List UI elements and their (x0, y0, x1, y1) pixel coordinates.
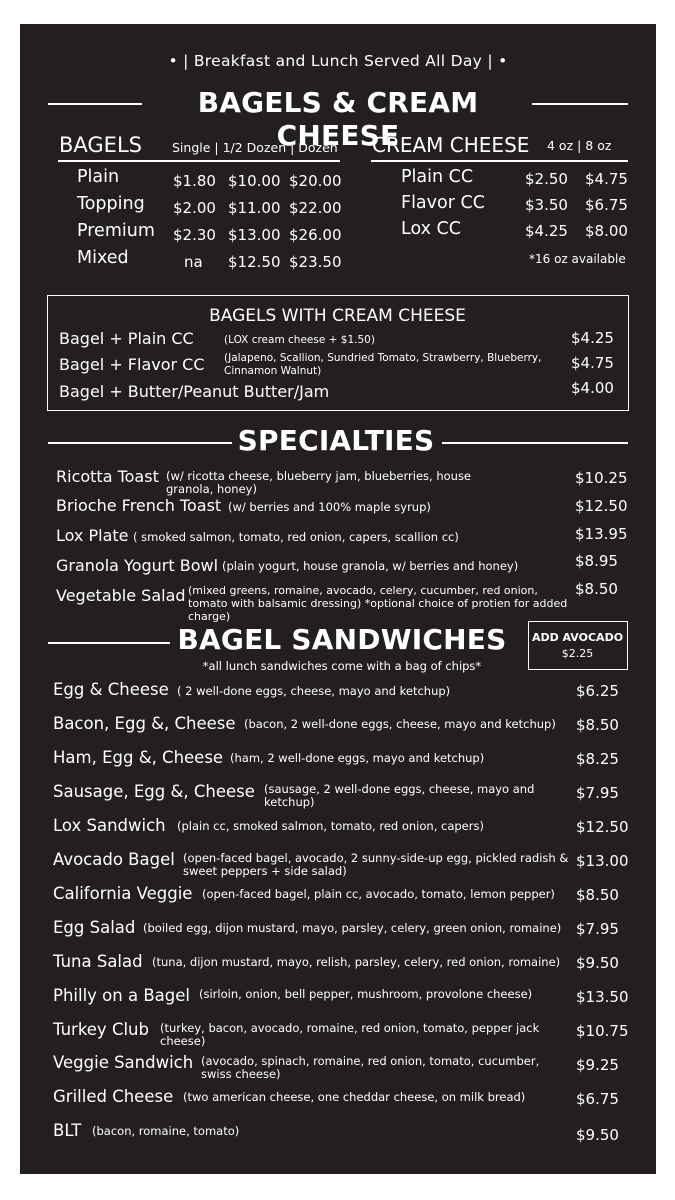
cc-name: Flavor CC (401, 193, 485, 213)
menu-board (20, 24, 656, 1174)
sandwich-desc: (plain cc, smoked salmon, tomato, red onion, capers) (177, 819, 484, 833)
cream-cheese-underline (371, 160, 628, 162)
sandwich-price: $13.50 (576, 988, 629, 1006)
sandwich-name: Philly on a Bagel (53, 986, 190, 1005)
specialty-name: Lox Plate (56, 526, 129, 545)
sandwich-price: $9.50 (576, 954, 619, 972)
divider-left (48, 442, 232, 444)
add-avocado-label: ADD AVOCADO (531, 631, 624, 644)
sandwich-name: BLT (53, 1121, 82, 1140)
specialty-name: Brioche French Toast (56, 496, 222, 515)
sandwich-price: $9.25 (576, 1056, 619, 1074)
sandwich-name: Avocado Bagel (53, 850, 175, 869)
bwcc-name: Bagel + Butter/Peanut Butter/Jam (59, 382, 330, 401)
bagel-name: Topping (77, 194, 145, 214)
bagel-name: Plain (77, 167, 120, 187)
sandwich-price: $12.50 (576, 818, 629, 836)
section-title-specialties: SPECIALTIES (237, 424, 435, 457)
sandwich-desc: (bacon, romaine, tomato) (92, 1124, 240, 1138)
sandwich-desc: (boiled egg, dijon mustard, mayo, parsley, celery, green onion, romaine) (143, 921, 562, 935)
sandwich-desc: (turkey, bacon, avocado, romaine, red onion, tomato, pepper jack cheese) (160, 1021, 540, 1048)
cc-4oz: $2.50 (525, 170, 568, 188)
sandwich-desc: (sausage, 2 well-done eggs, cheese, mayo and ketchup) (264, 782, 535, 809)
bagel-half: $12.50 (228, 253, 281, 271)
add-avocado-price: $2.25 (561, 647, 594, 660)
cream-cheese-heading: CREAM CHEESE (372, 133, 530, 157)
divider-left (48, 642, 170, 644)
specialty-desc: (w/ berries and 100% maple syrup) (228, 500, 431, 514)
sandwiches-subtitle: *all lunch sandwiches come with a bag of chips* (202, 659, 482, 673)
sandwich-name: Turkey Club (53, 1020, 149, 1039)
sandwich-name: Grilled Cheese (53, 1087, 174, 1106)
sandwich-price: $8.50 (576, 716, 619, 734)
bagel-dozen: $22.00 (289, 199, 342, 217)
bwcc-desc: (Jalapeno, Scallion, Sundried Tomato, Strawberry, Blueberry, Cinnamon Walnut) (224, 352, 542, 377)
sandwich-name: Ham, Egg &, Cheese (53, 748, 224, 767)
divider-left (48, 103, 142, 105)
add-avocado-box (528, 621, 628, 670)
section-title-bagels: BAGELS & CREAM CHEESE (197, 86, 479, 152)
section-title-sandwiches: BAGEL SANDWICHES (177, 623, 507, 656)
cc-8oz: $8.00 (585, 222, 628, 240)
sandwich-price: $7.95 (576, 920, 619, 938)
sandwich-name: Veggie Sandwich (53, 1053, 194, 1072)
bagel-dozen: $26.00 (289, 226, 342, 244)
specialty-desc: (mixed greens, romaine, avocado, celery, cucumber, red onion, tomato with balsamic dressing) *optional choice of protien for added charge) (188, 584, 568, 623)
sandwich-price: $6.75 (576, 1090, 619, 1108)
bagel-single: $2.30 (173, 226, 216, 244)
sandwich-desc: (tuna, dijon mustard, mayo, relish, parsley, celery, red onion, romaine) (152, 955, 561, 969)
cc-8oz: $6.75 (585, 196, 628, 214)
bagel-name: Mixed (77, 248, 129, 268)
specialty-price: $10.25 (575, 469, 628, 487)
specialty-desc: (plain yogurt, house granola, w/ berries and honey) (222, 559, 519, 573)
divider-right (442, 442, 628, 444)
bagels-with-cc-title: BAGELS WITH CREAM CHEESE (209, 306, 466, 326)
bwcc-price: $4.25 (571, 329, 614, 347)
specialty-name: Ricotta Toast (56, 467, 159, 486)
cc-4oz: $3.50 (525, 196, 568, 214)
divider-right (532, 103, 628, 105)
bwcc-name: Bagel + Flavor CC (59, 355, 205, 374)
sandwich-desc: (bacon, 2 well-done eggs, cheese, mayo and ketchup) (244, 717, 556, 731)
sandwich-name: Lox Sandwich (53, 816, 166, 835)
sandwich-price: $8.50 (576, 886, 619, 904)
bagel-dozen: $23.50 (289, 253, 342, 271)
specialty-desc: (w/ ricotta cheese, blueberry jam, blueberries, house granola, honey) (166, 469, 472, 496)
bagel-half: $11.00 (228, 199, 281, 217)
specialty-price: $8.95 (575, 552, 618, 570)
sandwich-name: Bacon, Egg &, Cheese (53, 714, 236, 733)
bagels-columns: Single | 1/2 Dozen | Dozen (172, 140, 338, 155)
cc-name: Plain CC (401, 167, 474, 187)
sandwich-name: Egg & Cheese (53, 680, 169, 699)
sandwich-price: $10.75 (576, 1022, 629, 1040)
sandwich-desc: (sirloin, onion, bell pepper, mushroom, provolone cheese) (199, 987, 533, 1001)
sandwich-desc: (ham, 2 well-done eggs, mayo and ketchup) (230, 751, 485, 765)
bagel-half: $13.00 (228, 226, 281, 244)
bagel-dozen: $20.00 (289, 172, 342, 190)
bagel-single: $2.00 (173, 199, 216, 217)
bagels-with-cc-box (47, 295, 629, 411)
specialty-price: $12.50 (575, 497, 628, 515)
sandwich-price: $8.25 (576, 750, 619, 768)
bagel-half: $10.00 (228, 172, 281, 190)
cc-8oz: $4.75 (585, 170, 628, 188)
bwcc-price: $4.75 (571, 354, 614, 372)
bagel-single: na (184, 253, 203, 271)
bwcc-name: Bagel + Plain CC (59, 329, 194, 348)
bagel-single: $1.80 (173, 172, 216, 190)
sandwich-desc: (open-faced bagel, plain cc, avocado, tomato, lemon pepper) (202, 887, 555, 901)
cc-4oz: $4.25 (525, 222, 568, 240)
tagline: • | Breakfast and Lunch Served All Day | • (168, 52, 508, 70)
sandwich-price: $13.00 (576, 852, 629, 870)
sandwich-desc: (two american cheese, one cheddar cheese, on milk bread) (183, 1090, 526, 1104)
cream-cheese-columns: 4 oz | 8 oz (547, 138, 612, 153)
cc-note: *16 oz available (529, 252, 626, 266)
specialty-price: $8.50 (575, 580, 618, 598)
sandwich-price: $6.25 (576, 682, 619, 700)
sandwich-price: $9.50 (576, 1126, 619, 1144)
specialty-name: Vegetable Salad (56, 586, 186, 605)
sandwich-name: Sausage, Egg &, Cheese (53, 782, 255, 801)
sandwich-name: Egg Salad (53, 918, 136, 937)
specialty-price: $13.95 (575, 525, 628, 543)
specialty-desc: ( smoked salmon, tomato, red onion, capers, scallion cc) (133, 530, 459, 544)
bagels-heading: BAGELS (59, 133, 142, 157)
sandwich-name: Tuna Salad (53, 952, 143, 971)
sandwich-desc: (open-faced bagel, avocado, 2 sunny-side-up egg, pickled radish & sweet peppers + side salad) (183, 851, 569, 878)
sandwich-price: $7.95 (576, 784, 619, 802)
sandwich-desc: (avocado, spinach, romaine, red onion, tomato, cucumber, swiss cheese) (201, 1054, 540, 1081)
bwcc-price: $4.00 (571, 379, 614, 397)
bwcc-desc: (LOX cream cheese + $1.50) (224, 334, 375, 346)
cc-name: Lox CC (401, 219, 461, 239)
bagel-name: Premium (77, 221, 155, 241)
specialty-name: Granola Yogurt Bowl (56, 556, 219, 575)
sandwich-name: California Veggie (53, 884, 193, 903)
bagels-underline (58, 160, 340, 162)
sandwich-desc: ( 2 well-done eggs, cheese, mayo and ketchup) (177, 684, 451, 698)
